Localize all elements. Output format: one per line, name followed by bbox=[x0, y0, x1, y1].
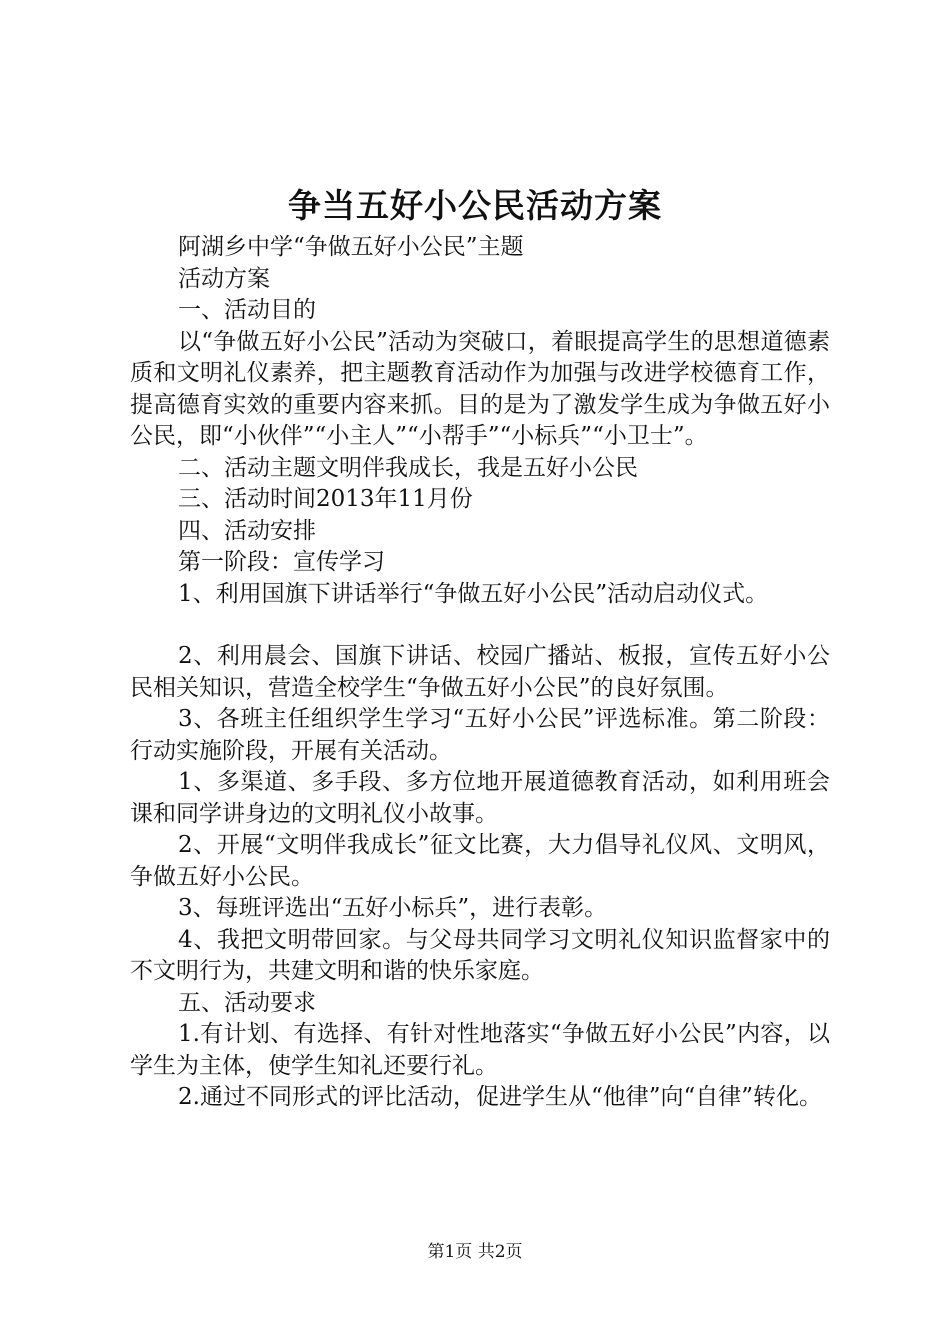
document-title: 争当五好小公民活动方案 bbox=[288, 186, 662, 225]
section-heading-purpose: 一、活动目的 bbox=[178, 297, 316, 323]
section-heading-time: 三、活动时间2013年11月份 bbox=[178, 486, 473, 512]
document-body bbox=[130, 232, 830, 1114]
paragraph-subtitle-line1: 阿湖乡中学“争做五好小公民”主题 bbox=[178, 234, 524, 260]
list-item-requirement-1: 1.有计划、有选择、有针对性地落实“争做五好小公民”内容，以学生为主体，使学生知礼还要行礼。 bbox=[130, 1021, 830, 1079]
section-heading-arrangement: 四、活动安排 bbox=[178, 517, 316, 544]
page-footer: 第1页 共2页 bbox=[427, 1242, 523, 1262]
list-item-stage1-1: 1、利用国旗下讲话举行“争做五好小公民”活动启动仪式。 bbox=[178, 580, 769, 607]
list-item-stage1-2: 2、利用晨会、国旗下讲话、校园广播站、板报，宣传五好小公民相关知识，营造全校学生“争做五好小公民”的良好氛围。 bbox=[130, 643, 830, 701]
list-item-stage2-2: 2、开展“文明伴我成长”征文比赛，大力倡导礼仪风、文明风，争做五好小公民。 bbox=[130, 832, 830, 890]
paragraph-subtitle-line2: 活动方案 bbox=[178, 265, 270, 292]
list-item-stage2-3: 3、每班评选出“五好小标兵”，进行表彰。 bbox=[178, 895, 608, 921]
list-item-stage2-1: 1、多渠道、多手段、多方位地开展道德教育活动，如利用班会课和同学讲身边的文明礼仪小故事。 bbox=[130, 769, 830, 827]
list-item-requirement-2: 2.通过不同形式的评比活动，促进学生从“他律”向“自律”转化。 bbox=[178, 1084, 822, 1110]
paragraph-purpose: 以“争做五好小公民”活动为突破口，着眼提高学生的思想道德素质和文明礼仪素养，把主题教育活动作为加强与改进学校德育工作，提高德育实效的重要内容来抓。目的是为了激发学生成为争做五好小公民，即“小伙伴”“小主人”“小帮手”“小标兵”“小卫士”。 bbox=[130, 328, 830, 449]
section-heading-theme: 二、活动主题文明伴我成长，我是五好小公民 bbox=[178, 454, 638, 481]
stage-heading-one: 第一阶段：宣传学习 bbox=[178, 549, 385, 575]
list-item-stage2-4: 4、我把文明带回家。与父母共同学习文明礼仪知识监督家中的不文明行为，共建文明和谐的快乐家庭。 bbox=[130, 926, 830, 984]
list-item-stage1-3: 3、各班主任组织学生学习“五好小公民”评选标准。第二阶段：行动实施阶段，开展有关活动。 bbox=[130, 706, 830, 764]
section-heading-requirements: 五、活动要求 bbox=[178, 989, 316, 1016]
